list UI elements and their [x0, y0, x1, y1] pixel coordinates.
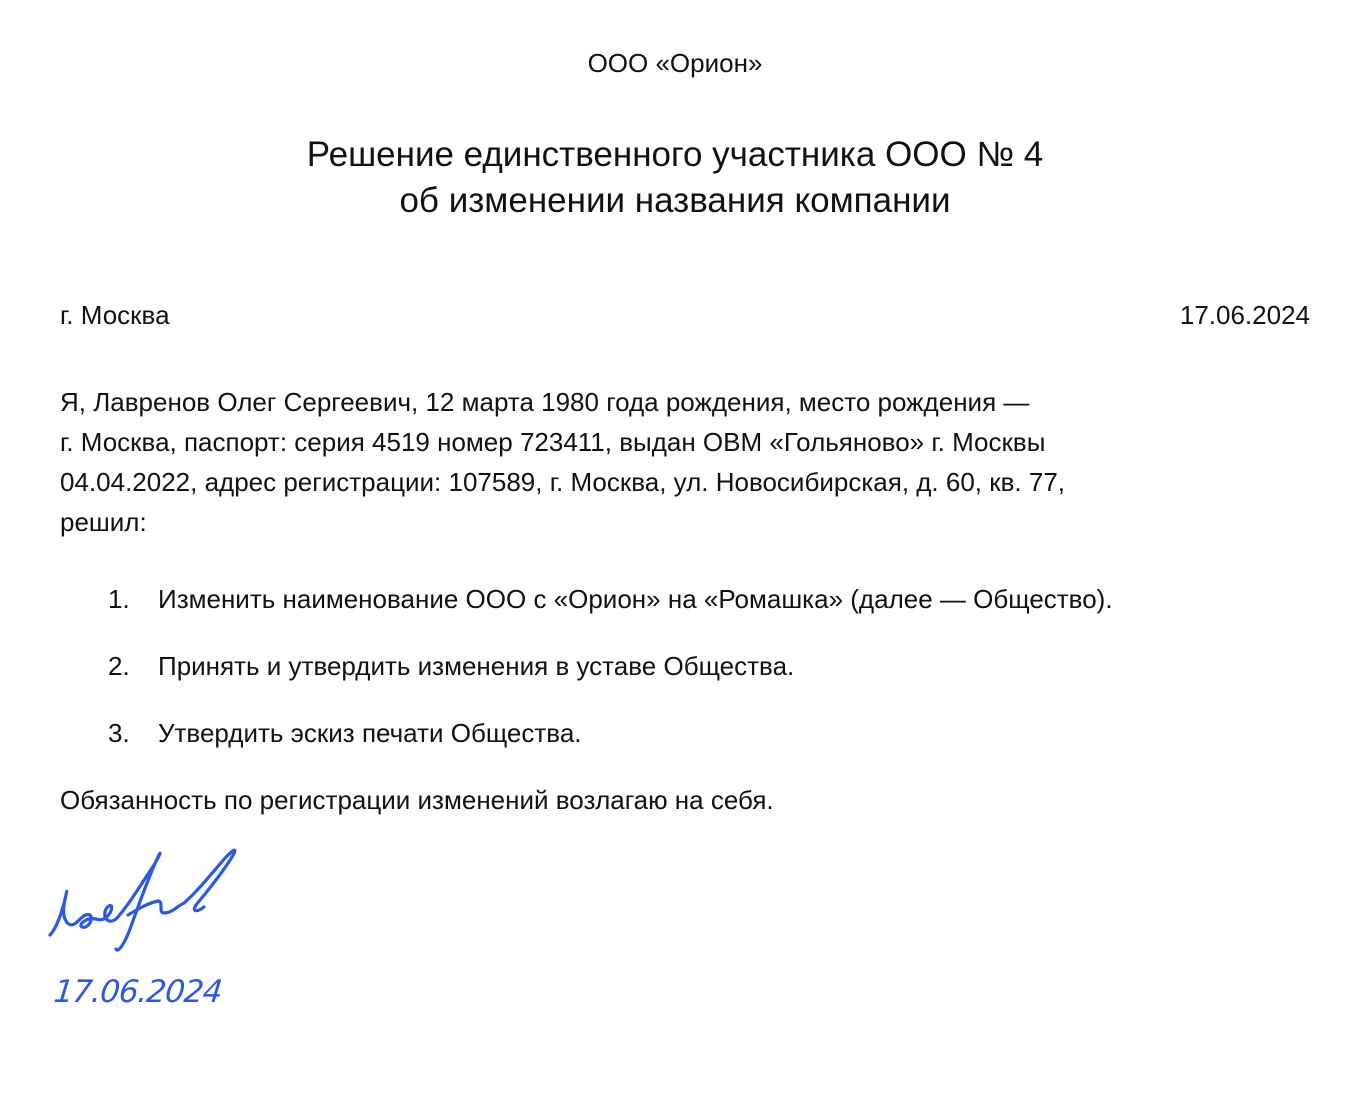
intro-line: 04.04.2022, адрес регистрации: 107589, г. Москва, ул. Новосибирская, д. 60, кв. 77,: [60, 467, 1066, 497]
intro-line: г. Москва, паспорт: серия 4519 номер 723411, выдан ОВМ «Гольяново» г. Москвы: [60, 427, 1046, 457]
decision-item: [60, 714, 1310, 781]
title-line-2: об изменении названия компании: [399, 181, 951, 220]
intro-line: решил:: [60, 507, 147, 537]
decision-number: 2.: [108, 651, 130, 681]
decision-text: Принять и утвердить изменения в уставе Общества.: [158, 651, 795, 681]
document-date: 17.06.2024: [1179, 300, 1310, 330]
signature-strokes: [50, 850, 235, 950]
intro-line: Я, Лавренов Олег Сергеевич, 12 марта 1980 года рождения, место рождения —: [60, 387, 1030, 417]
decision-number: 3.: [108, 718, 130, 748]
intro-paragraph: [60, 382, 1310, 542]
title-line-1: Решение единственного участника ООО № 4: [306, 135, 1044, 174]
signature-date: 17.06.2024: [52, 974, 224, 1010]
company-name: ООО «Орион»: [587, 48, 763, 78]
document-title: [0, 132, 1350, 224]
handwritten-signature: [46, 843, 246, 961]
closing-statement: Обязанность по регистрации изменений возлагаю на себя.: [60, 785, 774, 815]
decisions-list: [60, 580, 1310, 781]
decision-text: Изменить наименование ООО с «Орион» на «Ромашка» (далее — Общество).: [158, 584, 1113, 614]
document-city: г. Москва: [60, 300, 170, 330]
decision-number: 1.: [108, 584, 130, 614]
decision-text: Утвердить эскиз печати Общества.: [158, 718, 582, 748]
decision-item: [60, 580, 1310, 647]
decision-item: [60, 647, 1310, 714]
